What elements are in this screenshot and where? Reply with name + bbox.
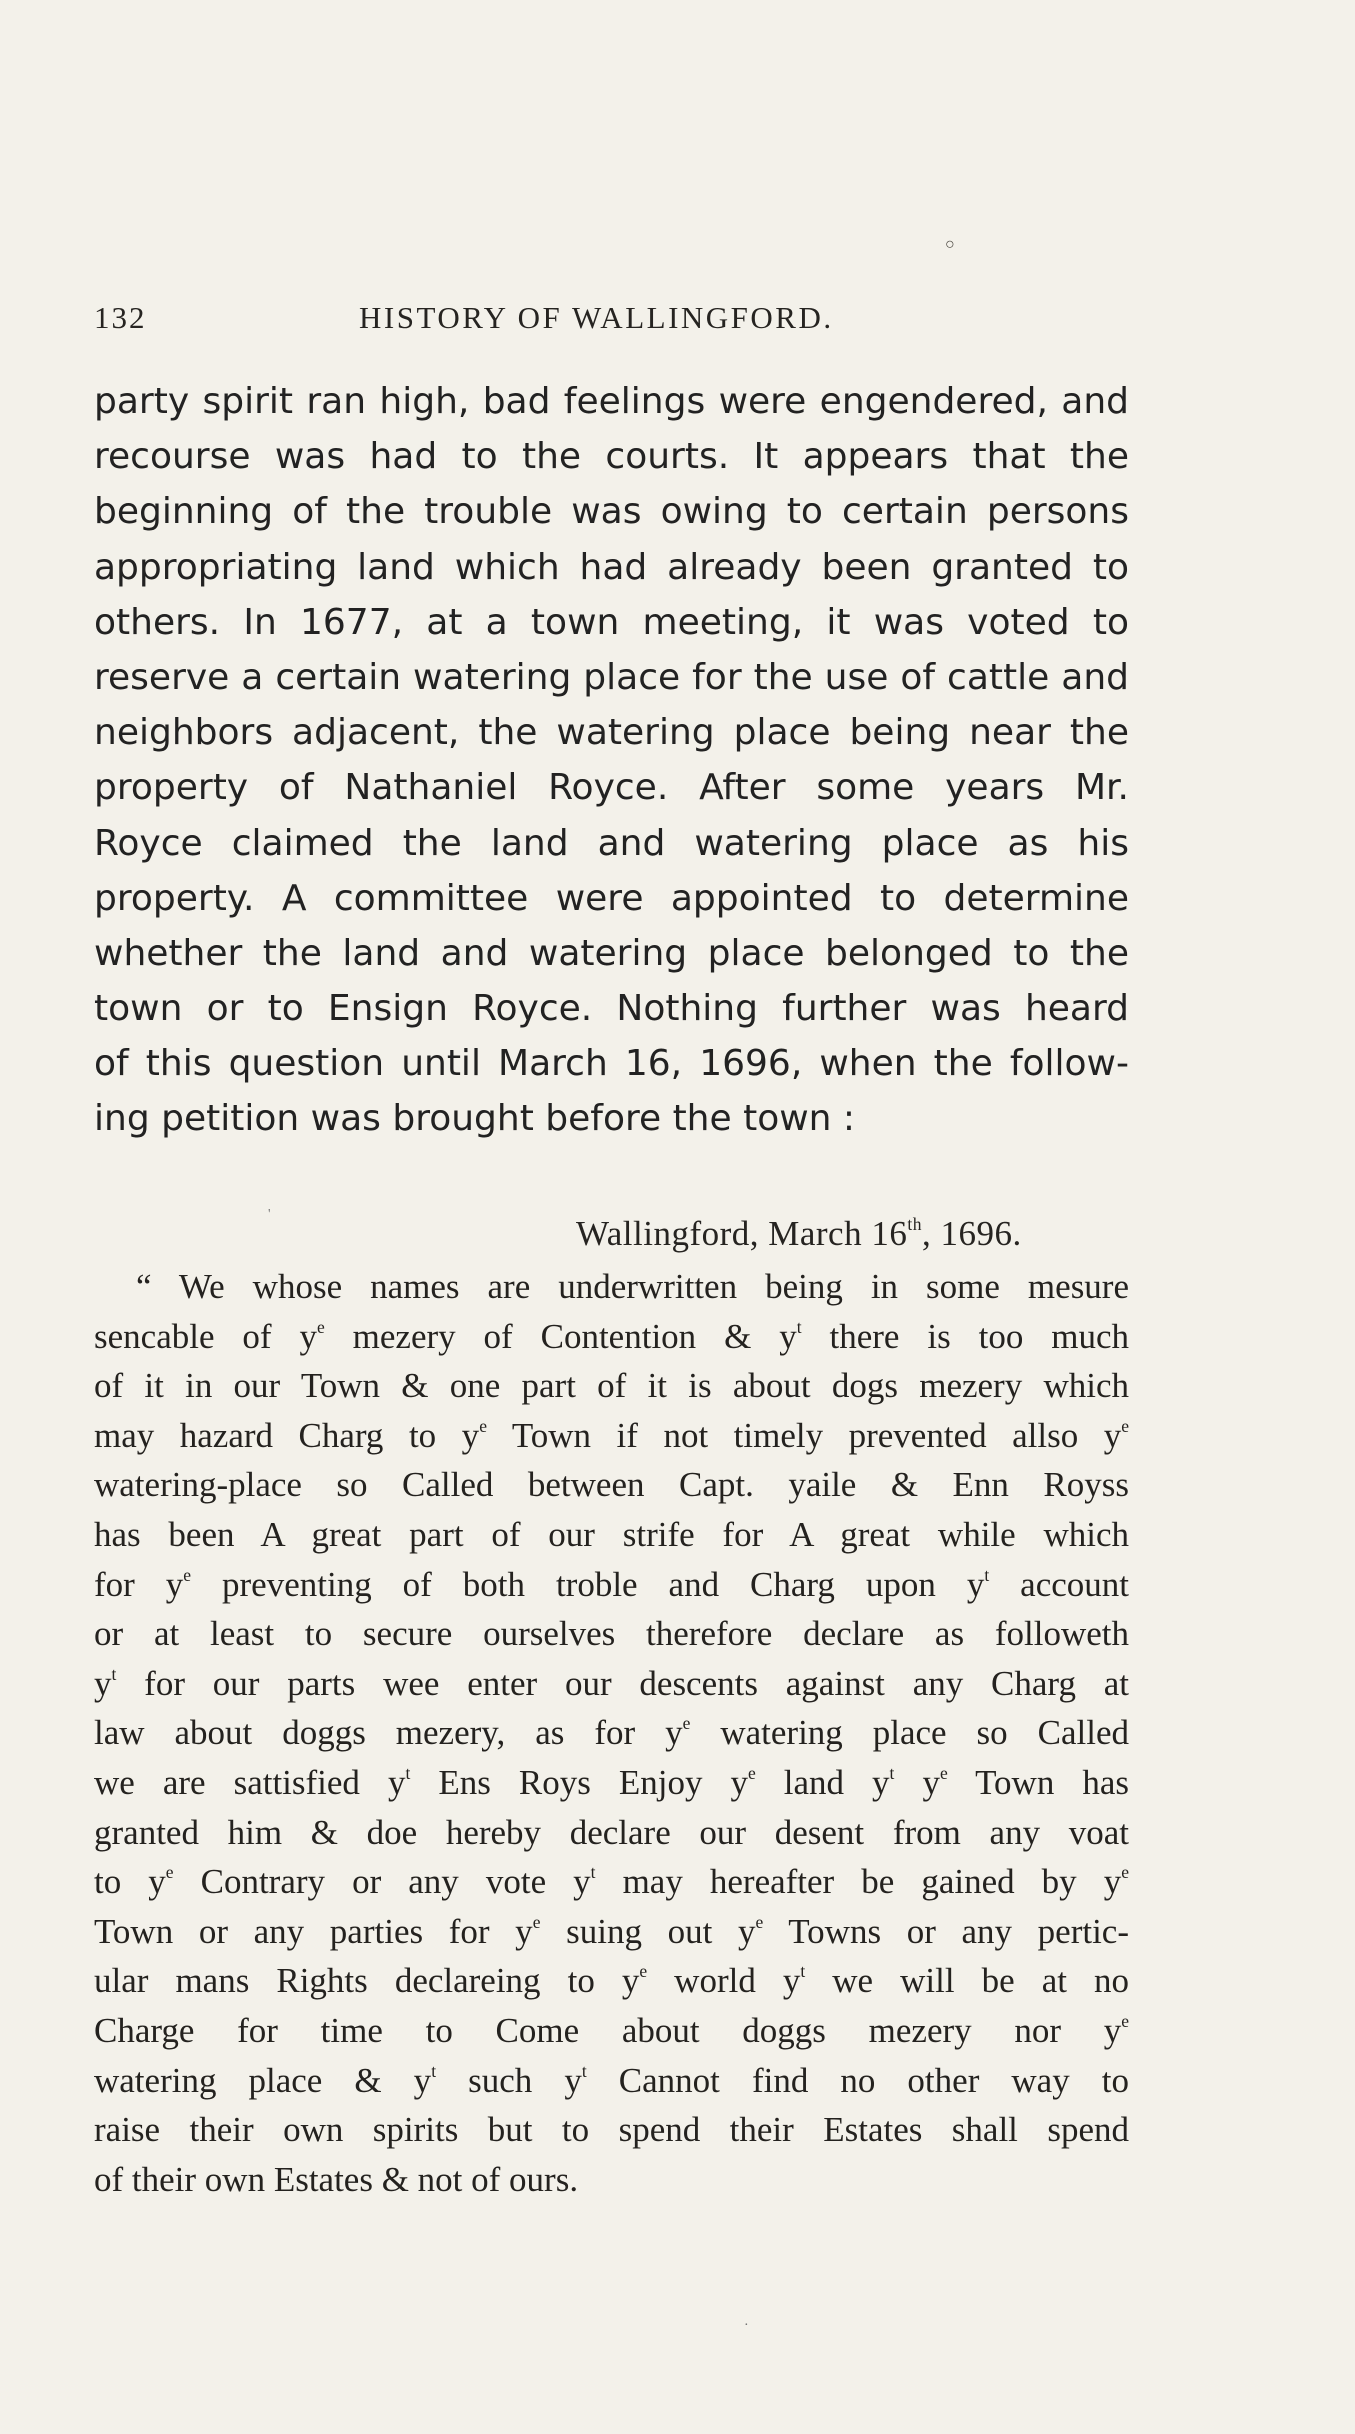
quote-line: [94, 2155, 1129, 2205]
body-line: of this question until March 16, 1696, when the follow-: [94, 1043, 1129, 1085]
quote-text: for y: [94, 1564, 184, 1604]
quote-line: [94, 1758, 1129, 1808]
quote-text: of it in our Town & one part of it is about dogs mezery which: [94, 1366, 1129, 1406]
superscript: e: [1121, 1415, 1129, 1436]
superscript: e: [183, 1564, 192, 1585]
quote-text: law about doggs mezery, as for y: [94, 1713, 683, 1753]
quote-text: y: [894, 1762, 940, 1802]
quote-text: Charge for time to Come about doggs mezery nor y: [94, 2010, 1122, 2050]
superscript: e: [165, 1862, 174, 1883]
quote-line: [94, 1857, 1129, 1907]
body-line: others. In 1677, at a town meeting, it was voted to: [94, 601, 1129, 643]
body-line: Royce claimed the land and watering place as his: [94, 822, 1129, 864]
quote-text: Town has: [947, 1762, 1129, 1802]
dateline-ordinal: th: [907, 1214, 922, 1235]
superscript: t: [405, 1763, 411, 1784]
superscript: e: [747, 1763, 756, 1784]
superscript: e: [682, 1713, 691, 1734]
quote-text: y: [94, 1663, 112, 1703]
quote-line: [94, 1560, 1129, 1610]
body-line: appropriating land which had already been granted to: [94, 546, 1129, 588]
printer-mark: ○: [945, 236, 955, 253]
quote-text: for our parts wee enter our descents against any Charg at: [116, 1663, 1129, 1703]
quote-line: [94, 1907, 1129, 1957]
quote-text: world y: [647, 1961, 801, 2001]
quote-text: such y: [436, 2060, 582, 2100]
superscript: e: [939, 1763, 948, 1784]
quote-text: “ We whose names are underwritten being in some mesure: [136, 1267, 1129, 1306]
superscript: e: [532, 1911, 541, 1932]
quote-text: land y: [755, 1762, 890, 1802]
superscript: t: [581, 2060, 587, 2081]
quote-text: watering place & y: [94, 2060, 432, 2100]
quote-line: [94, 1609, 1129, 1659]
quote-text: Ens Roys Enjoy y: [410, 1762, 748, 1802]
quote-text: watering place so Called: [690, 1713, 1129, 1753]
quote-line: [94, 1361, 1129, 1411]
dateline-place-date: Wallingford, March 16: [576, 1214, 908, 1253]
quote-line: [94, 1312, 1129, 1362]
body-line: recourse was had to the courts. It appears that the: [94, 436, 1129, 478]
quote-text: to y: [94, 1862, 166, 1902]
running-title: HISTORY OF WALLINGFORD.: [359, 300, 834, 335]
superscript: e: [316, 1316, 325, 1337]
quote-line: [94, 1411, 1129, 1461]
quote-line: [94, 2006, 1129, 2056]
quote-line: [94, 1708, 1129, 1758]
page-header: [94, 300, 1126, 350]
page-number: 132: [94, 300, 147, 335]
quote-line: [94, 1460, 1129, 1510]
body-line: property. A committee were appointed to determine: [94, 877, 1129, 919]
quote-text: preventing of both troble and Charg upon y: [191, 1564, 985, 1604]
body-line: property of Nathaniel Royce. After some years Mr.: [94, 767, 1129, 809]
page-speck: ·: [744, 2318, 749, 2333]
superscript: t: [984, 1564, 990, 1585]
quote-line: [94, 1262, 1129, 1312]
superscript: t: [590, 1862, 596, 1883]
quote-text: raise their own spirits but to spend their Estates shall spend: [94, 2110, 1129, 2150]
quote-text: Contrary or any vote y: [173, 1862, 591, 1902]
body-line: ing petition was brought before the town :: [94, 1098, 856, 1140]
superscript: e: [639, 1961, 648, 1982]
quote-text: of their own Estates & not of ours.: [94, 2159, 579, 2199]
superscript: e: [755, 1911, 764, 1932]
superscript: t: [111, 1663, 117, 1684]
quote-text: has been A great part of our strife for A great while which: [94, 1514, 1129, 1554]
quote-text: ular mans Rights declareing to y: [94, 1961, 640, 2001]
quote-text: may hereafter be gained by y: [595, 1862, 1122, 1902]
superscript: e: [1121, 1862, 1129, 1883]
superscript: t: [889, 1763, 895, 1784]
body-line: town or to Ensign Royce. Nothing further was heard: [94, 988, 1129, 1030]
quote-text: may hazard Charg to y: [94, 1415, 480, 1455]
body-line: party spirit ran high, bad feelings were engendered, and: [94, 381, 1129, 422]
stray-mark: ': [268, 1207, 271, 1222]
quote-text: watering-place so Called between Capt. yaile & Enn Royss: [94, 1465, 1129, 1505]
quote-text: Town or any parties for y: [94, 1911, 533, 1951]
quote-text: or at least to secure ourselves therefore declare as followeth: [94, 1614, 1129, 1654]
quote-text: account: [989, 1564, 1129, 1604]
quote-text: mezery of Contention & y: [324, 1316, 797, 1356]
petition-dateline: [576, 1210, 1022, 1258]
body-line: neighbors adjacent, the watering place being near the: [94, 712, 1129, 754]
quote-text: there is too much: [801, 1316, 1129, 1356]
quote-text: Towns or any pertic-: [763, 1911, 1129, 1951]
body-line: beginning of the trouble was owing to certain persons: [94, 491, 1129, 533]
superscript: t: [800, 1961, 806, 1982]
petition-quote: [94, 1262, 1129, 2204]
quote-text: we will be at no: [805, 1961, 1129, 2001]
dateline-year: , 1696.: [921, 1214, 1022, 1253]
superscript: e: [479, 1415, 487, 1436]
quote-line: [94, 2056, 1129, 2106]
quote-text: sencable of y: [94, 1316, 317, 1356]
superscript: e: [1121, 2011, 1129, 2032]
quote-text: Town if not timely prevented allso y: [486, 1415, 1122, 1455]
body-line: reserve a certain watering place for the use of cattle and: [94, 656, 1129, 698]
body-line: whether the land and watering place belonged to the: [94, 932, 1129, 974]
quote-text: suing out y: [540, 1911, 756, 1951]
body-paragraph: [94, 374, 1129, 1147]
quote-line: [94, 1808, 1129, 1858]
quote-line: [94, 2105, 1129, 2155]
superscript: t: [796, 1316, 802, 1337]
quote-line: [94, 1659, 1129, 1709]
quote-text: granted him & doe hereby declare our desent from any voat: [94, 1812, 1129, 1852]
superscript: t: [431, 2060, 437, 2081]
quote-text: we are sattisfied y: [94, 1762, 406, 1802]
quote-line: [94, 1956, 1129, 2006]
quote-line: [94, 1510, 1129, 1560]
quote-text: Cannot find no other way to: [586, 2060, 1129, 2100]
